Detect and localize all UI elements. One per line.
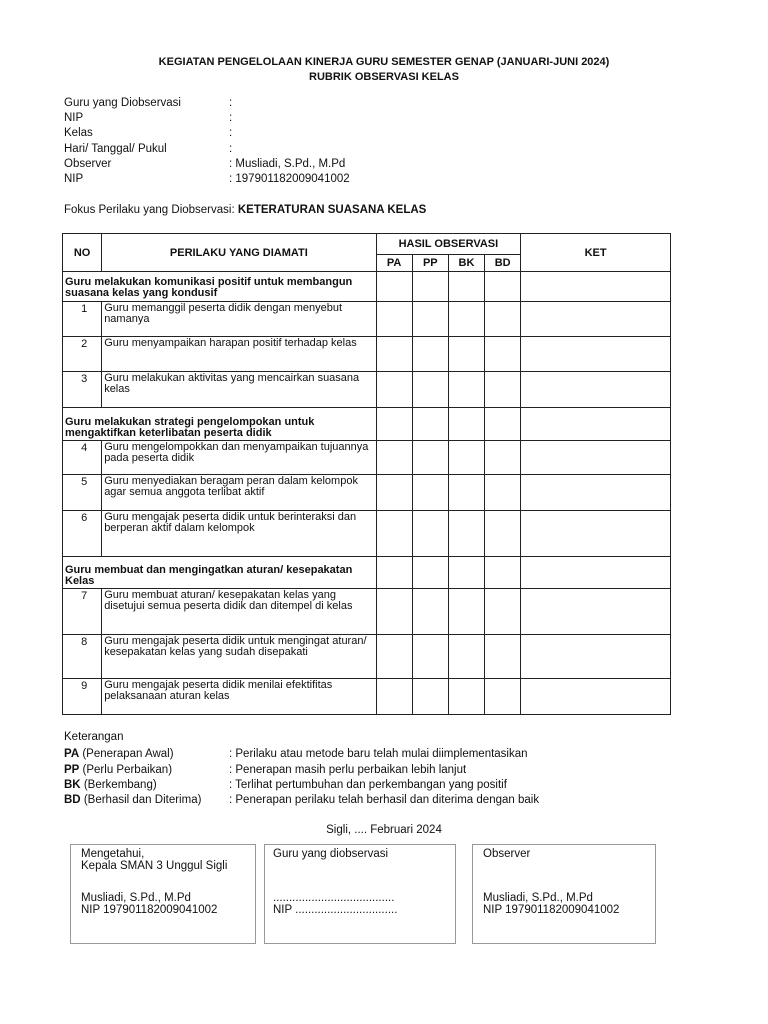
- info-label: NIP: [64, 173, 84, 185]
- info-value: : Musliadi, S.Pd., M.Pd: [229, 158, 346, 170]
- row-number: 3: [63, 372, 102, 408]
- cell-bd[interactable]: [485, 511, 521, 557]
- legend-key: [64, 763, 172, 778]
- cell-pp[interactable]: [412, 372, 448, 408]
- header-ket: KET: [521, 234, 671, 272]
- cell-bk[interactable]: [448, 635, 484, 679]
- signature-nip: NIP 197901182009041002: [483, 904, 620, 916]
- cell-ket[interactable]: [521, 589, 671, 635]
- cell-bk[interactable]: [448, 679, 484, 715]
- cell-ket[interactable]: [521, 557, 671, 589]
- cell-bd[interactable]: [485, 408, 521, 441]
- legend-name: (Perlu Perbaikan): [79, 764, 173, 776]
- table-row: [63, 372, 671, 408]
- cell-ket[interactable]: [521, 635, 671, 679]
- cell-bd[interactable]: [485, 475, 521, 511]
- legend-desc: : Penerapan perilaku telah berhasil dan diterima dengan baik: [229, 794, 540, 806]
- table-row: [63, 441, 671, 475]
- date-line: Sigli, .... Februari 2024: [326, 824, 442, 836]
- behavior-text: Guru memanggil peserta didik dengan menyebut namanya: [102, 302, 376, 337]
- cell-bk[interactable]: [448, 272, 484, 302]
- cell-bk[interactable]: [448, 511, 484, 557]
- cell-bd[interactable]: [485, 272, 521, 302]
- cell-bk[interactable]: [448, 302, 484, 337]
- legend-desc: : Terlihat pertumbuhan dan perkembangan yang positif: [229, 779, 507, 791]
- cell-bd[interactable]: [485, 441, 521, 475]
- document-title: KEGIATAN PENGELOLAAN KINERJA GURU SEMESTER GENAP (JANUARI-JUNI 2024): [158, 56, 610, 68]
- legend-name: (Berhasil dan Diterima): [80, 794, 202, 806]
- cell-bk[interactable]: [448, 557, 484, 589]
- cell-pa[interactable]: [376, 475, 412, 511]
- cell-bd[interactable]: [485, 635, 521, 679]
- signature-name: Musliadi, S.Pd., M.Pd: [483, 892, 593, 904]
- legend-name: (Penerapan Awal): [79, 748, 174, 760]
- cell-pa[interactable]: [376, 441, 412, 475]
- legend-code: BD: [64, 794, 81, 806]
- legend-title: Keterangan: [64, 731, 124, 743]
- signature-line1: Mengetahui,: [81, 848, 145, 860]
- table-row: [63, 679, 671, 715]
- row-number: 5: [63, 475, 102, 511]
- cell-pa[interactable]: [376, 337, 412, 372]
- info-label: Kelas: [64, 127, 93, 139]
- cell-bk[interactable]: [448, 408, 484, 441]
- behavior-text: Guru mengajak peserta didik untuk berinteraksi dan berperan aktif dalam kelompok: [102, 511, 376, 557]
- info-value: :: [229, 143, 233, 155]
- info-label: Hari/ Tanggal/ Pukul: [64, 143, 167, 155]
- cell-pa[interactable]: [376, 679, 412, 715]
- legend-desc: : Perilaku atau metode baru telah mulai diimplementasikan: [229, 748, 528, 760]
- behavior-text: Guru mengajak peserta didik menilai efektifitas pelaksanaan aturan kelas: [102, 679, 376, 715]
- cell-pa[interactable]: [376, 272, 412, 302]
- cell-ket[interactable]: [521, 511, 671, 557]
- legend-key: [64, 778, 157, 793]
- header-pa: PA: [376, 255, 412, 272]
- focus-value: KETERATURAN SUASANA KELAS: [237, 204, 427, 216]
- document-subtitle: RUBRIK OBSERVASI KELAS: [309, 71, 459, 83]
- row-number: 7: [63, 589, 102, 635]
- row-number: 1: [63, 302, 102, 337]
- cell-bd[interactable]: [485, 557, 521, 589]
- focus-line: [64, 204, 426, 216]
- cell-pa[interactable]: [376, 557, 412, 589]
- signature-nip: NIP 197901182009041002: [81, 904, 218, 916]
- legend-code: BK: [64, 779, 81, 791]
- table-row: [63, 337, 671, 372]
- info-label: Guru yang Diobservasi: [64, 97, 181, 109]
- signature-name: ......................................: [273, 892, 395, 904]
- cell-pa[interactable]: [376, 302, 412, 337]
- behavior-text: Guru mengajak peserta didik untuk mengingat aturan/ kesepakatan kelas yang sudah disepakati: [102, 635, 376, 679]
- group-title: Guru melakukan komunikasi positif untuk membangun suasana kelas yang kondusif: [63, 272, 377, 302]
- header-no: NO: [63, 234, 102, 272]
- info-label: Observer: [64, 158, 112, 170]
- cell-ket[interactable]: [521, 302, 671, 337]
- behavior-text: Guru mengelompokkan dan menyampaikan tujuannya pada peserta didik: [102, 441, 376, 475]
- row-number: 6: [63, 511, 102, 557]
- cell-bk[interactable]: [448, 372, 484, 408]
- info-value: :: [229, 112, 233, 124]
- signature-line1: Observer: [483, 848, 531, 860]
- cell-bd[interactable]: [485, 302, 521, 337]
- behavior-text: Guru membuat aturan/ kesepakatan kelas yang disetujui semua peserta didik dan ditempel di kelas: [102, 589, 376, 635]
- cell-bk[interactable]: [448, 337, 484, 372]
- cell-pa[interactable]: [376, 635, 412, 679]
- cell-pp[interactable]: [412, 511, 448, 557]
- row-number: 9: [63, 679, 102, 715]
- cell-pp[interactable]: [412, 408, 448, 441]
- header-bd: BD: [485, 255, 521, 272]
- info-value: :: [229, 97, 233, 109]
- header-bk: BK: [448, 255, 484, 272]
- group-row: [63, 272, 671, 302]
- table-row: [63, 475, 671, 511]
- table-row: [63, 589, 671, 635]
- row-number: 2: [63, 337, 102, 372]
- legend-key: [64, 793, 201, 808]
- legend-desc: : Penerapan masih perlu perbaikan lebih lanjut: [229, 764, 467, 776]
- header-behavior: PERILAKU YANG DIAMATI: [102, 234, 376, 272]
- table-row: [63, 302, 671, 337]
- behavior-text: Guru menyampaikan harapan positif terhadap kelas: [102, 337, 376, 372]
- cell-pp[interactable]: [412, 302, 448, 337]
- cell-pp[interactable]: [412, 679, 448, 715]
- signature-box-principal: [70, 844, 256, 944]
- group-row: [63, 557, 671, 589]
- cell-bd[interactable]: [485, 679, 521, 715]
- table-row: [63, 635, 671, 679]
- cell-bk[interactable]: [448, 589, 484, 635]
- cell-pa[interactable]: [376, 589, 412, 635]
- cell-pa[interactable]: [376, 511, 412, 557]
- cell-ket[interactable]: [521, 441, 671, 475]
- cell-pp[interactable]: [412, 337, 448, 372]
- header-result: HASIL OBSERVASI: [376, 234, 521, 255]
- cell-pp[interactable]: [412, 475, 448, 511]
- cell-pp[interactable]: [412, 557, 448, 589]
- header-pp: PP: [412, 255, 448, 272]
- legend-key: [64, 747, 174, 762]
- cell-pa[interactable]: [376, 372, 412, 408]
- cell-bd[interactable]: [485, 372, 521, 408]
- legend-code: PP: [64, 764, 80, 776]
- cell-ket[interactable]: [521, 679, 671, 715]
- signature-line1: Guru yang diobservasi: [273, 848, 389, 860]
- legend-name: (Berkembang): [80, 779, 157, 791]
- cell-bd[interactable]: [485, 589, 521, 635]
- info-value: : 197901182009041002: [229, 173, 350, 185]
- cell-pp[interactable]: [412, 635, 448, 679]
- signature-line2: Kepala SMAN 3 Unggul Sigli: [81, 860, 228, 872]
- group-title: Guru membuat dan mengingatkan aturan/ kesepakatan Kelas: [63, 557, 377, 589]
- signature-name: Musliadi, S.Pd., M.Pd: [81, 892, 191, 904]
- table-row: [63, 511, 671, 557]
- cell-ket[interactable]: [521, 475, 671, 511]
- cell-ket[interactable]: [521, 408, 671, 441]
- cell-bk[interactable]: [448, 475, 484, 511]
- cell-pp[interactable]: [412, 589, 448, 635]
- cell-pa[interactable]: [376, 408, 412, 441]
- cell-ket[interactable]: [521, 337, 671, 372]
- legend-code: PA: [64, 748, 80, 760]
- cell-pp[interactable]: [412, 441, 448, 475]
- behavior-text: Guru melakukan aktivitas yang mencairkan suasana kelas: [102, 372, 376, 408]
- row-number: 4: [63, 441, 102, 475]
- observation-table: [62, 233, 671, 715]
- signature-box-observer: [472, 844, 656, 944]
- group-title: Guru melakukan strategi pengelompokan untuk mengaktifkan keterlibatan peserta didik: [63, 408, 377, 441]
- focus-label: Fokus Perilaku yang Diobservasi:: [64, 204, 238, 216]
- cell-bd[interactable]: [485, 337, 521, 372]
- row-number: 8: [63, 635, 102, 679]
- info-label: NIP: [64, 112, 84, 124]
- signature-nip: NIP ................................: [273, 904, 398, 916]
- cell-pp[interactable]: [412, 272, 448, 302]
- behavior-text: Guru menyediakan beragam peran dalam kelompok agar semua anggota terlibat aktif: [102, 475, 376, 511]
- signature-box-teacher: [264, 844, 456, 944]
- info-value: :: [229, 127, 233, 139]
- cell-ket[interactable]: [521, 372, 671, 408]
- cell-ket[interactable]: [521, 272, 671, 302]
- cell-bk[interactable]: [448, 441, 484, 475]
- group-row: [63, 408, 671, 441]
